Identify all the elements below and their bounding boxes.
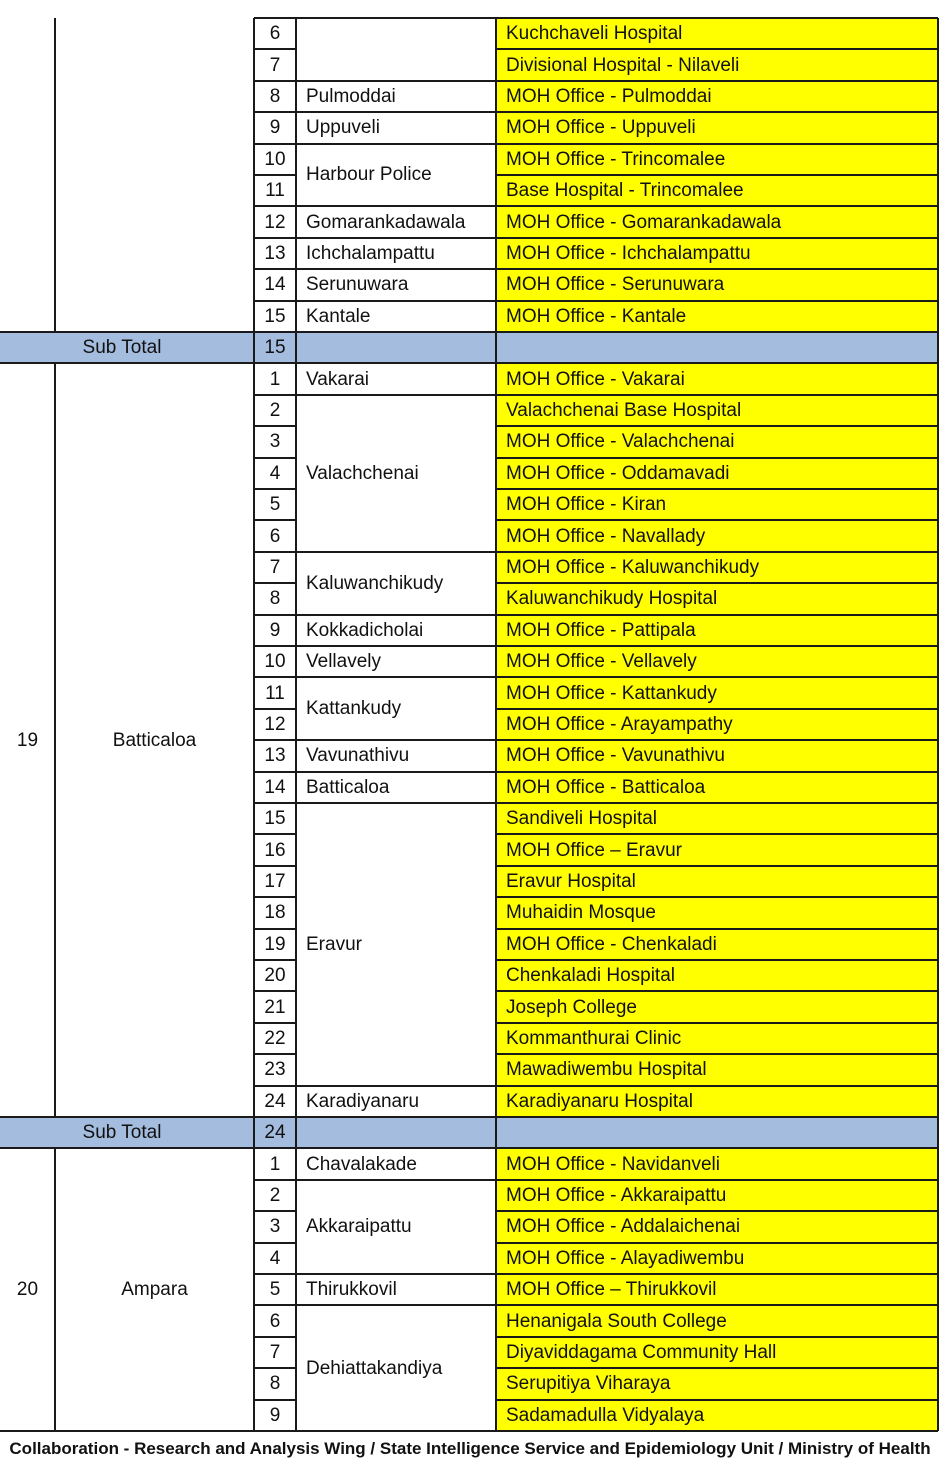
column-divider [495, 332, 497, 363]
subtotal-label: Sub Total [82, 1122, 162, 1144]
location-cell: MOH Office - Vellavely [496, 646, 938, 677]
location-cell: MOH Office - Alayadiwembu [496, 1243, 938, 1274]
column-divider [937, 332, 939, 363]
row-number: 11 [265, 682, 285, 704]
row-divider [254, 268, 296, 270]
location-cell: Mawadiwembu Hospital [496, 1054, 938, 1085]
row-divider [254, 362, 296, 364]
row-divider [254, 519, 296, 521]
column-divider [253, 363, 255, 1117]
row-divider [254, 300, 296, 302]
location-cell: MOH Office - Chenkaladi [496, 929, 938, 960]
row-divider [254, 1053, 296, 1055]
location-cell: MOH Office - Kantale [496, 301, 938, 332]
row-divider [496, 833, 938, 835]
row-number: 10 [264, 651, 286, 673]
location-cell: MOH Office - Batticaloa [496, 772, 938, 803]
row-number: 8 [269, 588, 281, 610]
row-divider [254, 205, 296, 207]
row-divider [496, 1179, 938, 1181]
row-number: 15 [264, 808, 286, 830]
area-name: Gomarankadawala [306, 211, 466, 233]
row-divider [496, 551, 938, 553]
row-number: 15 [264, 305, 286, 327]
row-divider [496, 1367, 938, 1369]
row-divider [254, 676, 296, 678]
row-divider [496, 990, 938, 992]
row-divider [254, 990, 296, 992]
district-name: Ampara [121, 1279, 188, 1301]
location-cell: MOH Office - Uppuveli [496, 112, 938, 143]
area-name: Dehiattakandiya [306, 1357, 443, 1379]
column-divider [295, 363, 297, 1117]
location-cell: Karadiyanaru Hospital [496, 1086, 938, 1117]
row-divider [496, 676, 938, 678]
column-divider [295, 1117, 297, 1148]
row-divider [254, 896, 296, 898]
table-bottom [0, 1430, 938, 1432]
row-divider [496, 1022, 938, 1024]
row-divider [254, 928, 296, 930]
row-divider [254, 802, 296, 804]
location-cell: MOH Office - Gomarankadawala [496, 206, 938, 237]
column-divider [495, 1117, 497, 1148]
row-divider [254, 111, 296, 113]
row-divider [496, 394, 938, 396]
area-name: Batticaloa [306, 776, 390, 798]
row-divider [496, 771, 938, 773]
row-divider [496, 519, 938, 521]
row-number: 9 [269, 1404, 281, 1426]
row-divider [496, 645, 938, 647]
row-divider [496, 1242, 938, 1244]
location-cell: Kaluwanchikudy Hospital [496, 583, 938, 614]
location-cell: Chenkaladi Hospital [496, 960, 938, 991]
subtotal-count: 24 [264, 1122, 286, 1144]
row-divider [254, 1179, 296, 1181]
location-cell: MOH Office - Kiran [496, 489, 938, 520]
column-divider [495, 363, 497, 1117]
district-divider [0, 362, 254, 364]
row-divider [254, 394, 296, 396]
row-divider [496, 48, 938, 50]
row-divider [496, 1147, 938, 1149]
location-cell: MOH Office - Trincomalee [496, 144, 938, 175]
location-cell: MOH Office - Addalaichenai [496, 1211, 938, 1242]
row-divider [254, 551, 296, 553]
area-name: Ichchalampattu [306, 242, 435, 264]
area-name: Pulmoddai [306, 85, 396, 107]
location-cell: Eravur Hospital [496, 866, 938, 897]
row-number: 10 [264, 148, 286, 170]
location-cell: Sadamadulla Vidyalaya [496, 1400, 938, 1431]
row-number: 8 [269, 1373, 281, 1395]
row-number: 5 [269, 1279, 281, 1301]
row-divider [254, 771, 296, 773]
row-divider [496, 17, 938, 19]
column-divider [495, 18, 497, 332]
row-divider [254, 614, 296, 616]
row-divider [496, 80, 938, 82]
column-divider [295, 18, 297, 332]
row-divider [496, 1210, 938, 1212]
area-name: Thirukkovil [306, 1279, 397, 1301]
row-divider [254, 1085, 296, 1087]
row-divider [496, 268, 938, 270]
column-divider [54, 363, 56, 1117]
row-divider [254, 865, 296, 867]
row-divider [496, 802, 938, 804]
row-divider [254, 174, 296, 176]
row-number: 24 [264, 1090, 286, 1112]
district-number [0, 18, 55, 332]
row-number: 21 [264, 996, 286, 1018]
row-divider [496, 1053, 938, 1055]
location-cell: Divisional Hospital - Nilaveli [496, 49, 938, 80]
row-divider [496, 1304, 938, 1306]
column-divider [937, 1117, 939, 1148]
area-name: Kaluwanchikudy [306, 572, 444, 594]
district-number: 19 [16, 729, 39, 751]
column-divider [253, 332, 255, 363]
column-divider [937, 1148, 939, 1431]
row-divider [496, 174, 938, 176]
location-cell: Valachchenai Base Hospital [496, 395, 938, 426]
area-name: Valachchenai [306, 462, 419, 484]
area-name: Vakarai [306, 368, 370, 390]
subtotal-count: 15 [264, 337, 286, 359]
row-number: 22 [264, 1027, 286, 1049]
column-divider [54, 18, 56, 332]
area-name: Uppuveli [306, 117, 380, 139]
row-number: 7 [269, 1341, 281, 1363]
row-number: 12 [264, 713, 286, 735]
column-divider [253, 1117, 255, 1148]
row-divider [254, 1304, 296, 1306]
subtotal-divider [0, 1116, 938, 1118]
footer-credit: Collaboration - Research and Analysis Wing / State Intelligence Service and Epidemiology Unit / Ministry of Health [9, 1439, 931, 1458]
row-divider [496, 205, 938, 207]
location-cell: Joseph College [496, 991, 938, 1022]
subtotal-divider [0, 331, 938, 333]
location-cell: Serupitiya Viharaya [496, 1368, 938, 1399]
row-number: 2 [269, 399, 281, 421]
row-number: 1 [269, 368, 281, 390]
row-number: 13 [264, 745, 286, 767]
row-divider [254, 1273, 296, 1275]
location-cell: MOH Office - Kaluwanchikudy [496, 552, 938, 583]
row-number: 8 [269, 85, 281, 107]
location-cell: Muhaidin Mosque [496, 897, 938, 928]
row-divider [254, 143, 296, 145]
area-name: Eravur [306, 933, 362, 955]
row-number: 2 [269, 1184, 281, 1206]
column-divider [253, 1148, 255, 1431]
row-divider [496, 708, 938, 710]
column-divider [495, 1148, 497, 1431]
row-number: 23 [264, 1059, 286, 1081]
row-divider [496, 1085, 938, 1087]
area-name: Karadiyanaru [306, 1090, 420, 1112]
row-number: 1 [269, 1153, 281, 1175]
area-name: Kattankudy [306, 698, 402, 720]
area-divider [296, 1147, 496, 1149]
row-divider [496, 1399, 938, 1401]
row-number: 14 [264, 274, 286, 296]
row-divider [496, 928, 938, 930]
area-name: Kantale [306, 305, 371, 327]
district-divider [0, 1147, 254, 1149]
row-divider [496, 362, 938, 364]
column-divider [937, 18, 939, 332]
area-name [296, 18, 496, 81]
row-divider [254, 1242, 296, 1244]
area-name: Harbour Police [306, 164, 432, 186]
row-divider [496, 1336, 938, 1338]
column-divider [295, 332, 297, 363]
row-divider [496, 959, 938, 961]
row-number: 7 [269, 556, 281, 578]
row-divider [254, 1022, 296, 1024]
row-divider [496, 896, 938, 898]
area-divider [296, 362, 496, 364]
row-divider [496, 237, 938, 239]
row-divider [254, 1367, 296, 1369]
column-divider [937, 363, 939, 1117]
row-divider [254, 739, 296, 741]
area-divider [296, 17, 496, 19]
location-cell: Kuchchaveli Hospital [496, 18, 938, 49]
location-cell: Henanigala South College [496, 1305, 938, 1336]
row-number: 12 [264, 211, 286, 233]
column-divider [295, 1148, 297, 1431]
location-cell: MOH Office - Oddamavadi [496, 458, 938, 489]
row-divider [254, 48, 296, 50]
row-divider [254, 1210, 296, 1212]
location-cell: MOH Office - Navallady [496, 520, 938, 551]
district-name [55, 18, 254, 332]
row-number: 6 [269, 1310, 281, 1332]
location-cell: Sandiveli Hospital [496, 803, 938, 834]
row-divider [254, 1399, 296, 1401]
row-number: 13 [264, 242, 286, 264]
row-divider [254, 1336, 296, 1338]
row-divider [496, 488, 938, 490]
row-divider [254, 488, 296, 490]
column-divider [54, 1148, 56, 1431]
row-number: 7 [269, 54, 281, 76]
row-divider [254, 582, 296, 584]
row-number: 19 [264, 933, 286, 955]
row-divider [254, 833, 296, 835]
row-number: 3 [269, 431, 281, 453]
district-number: 20 [16, 1279, 39, 1301]
row-number: 4 [269, 1247, 281, 1269]
location-cell: MOH Office – Thirukkovil [496, 1274, 938, 1305]
row-number: 18 [264, 902, 286, 924]
row-divider [496, 425, 938, 427]
row-number: 16 [264, 839, 286, 861]
row-number: 11 [265, 180, 285, 202]
row-number: 5 [269, 494, 281, 516]
area-name: Chavalakade [306, 1153, 417, 1175]
row-divider [254, 959, 296, 961]
location-cell: MOH Office - Pattipala [496, 615, 938, 646]
row-divider [254, 80, 296, 82]
row-divider [496, 111, 938, 113]
row-number: 9 [269, 619, 281, 641]
row-divider [254, 237, 296, 239]
location-cell: MOH Office - Kattankudy [496, 677, 938, 708]
row-divider [496, 457, 938, 459]
row-divider [496, 739, 938, 741]
row-divider [254, 17, 296, 19]
row-number: 3 [269, 1216, 281, 1238]
area-name: Kokkadicholai [306, 619, 424, 641]
row-divider [496, 1273, 938, 1275]
location-cell: MOH Office - Arayampathy [496, 709, 938, 740]
row-number: 9 [269, 117, 281, 139]
district-name: Batticaloa [112, 729, 197, 751]
row-number: 14 [264, 776, 286, 798]
row-divider [254, 457, 296, 459]
row-divider [254, 1147, 296, 1149]
area-name: Vavunathivu [306, 745, 410, 767]
row-divider [496, 143, 938, 145]
location-cell: MOH Office - Vavunathivu [496, 740, 938, 771]
location-cell: MOH Office - Navidanveli [496, 1148, 938, 1179]
location-cell: Diyaviddagama Community Hall [496, 1337, 938, 1368]
location-cell: MOH Office - Serunuwara [496, 269, 938, 300]
location-cell: MOH Office - Vakarai [496, 363, 938, 394]
location-cell: Kommanthurai Clinic [496, 1023, 938, 1054]
location-cell: MOH Office - Pulmoddai [496, 81, 938, 112]
location-cell: Base Hospital - Trincomalee [496, 175, 938, 206]
row-divider [496, 582, 938, 584]
row-number: 17 [264, 870, 286, 892]
area-name: Serunuwara [306, 274, 409, 296]
row-divider [254, 425, 296, 427]
area-name: Vellavely [306, 651, 381, 673]
column-divider [253, 18, 255, 332]
location-cell: MOH Office - Valachchenai [496, 426, 938, 457]
row-number: 20 [264, 965, 286, 987]
subtotal-label: Sub Total [82, 337, 162, 359]
row-divider [254, 708, 296, 710]
row-divider [254, 645, 296, 647]
row-number: 4 [269, 462, 281, 484]
area-name: Akkaraipattu [306, 1216, 412, 1238]
row-divider [496, 865, 938, 867]
location-cell: MOH Office - Akkaraipattu [496, 1180, 938, 1211]
row-divider [496, 300, 938, 302]
location-cell: MOH Office – Eravur [496, 834, 938, 865]
location-cell: MOH Office - Ichchalampattu [496, 238, 938, 269]
row-number: 6 [269, 525, 281, 547]
row-number: 6 [269, 23, 281, 45]
row-divider [496, 614, 938, 616]
